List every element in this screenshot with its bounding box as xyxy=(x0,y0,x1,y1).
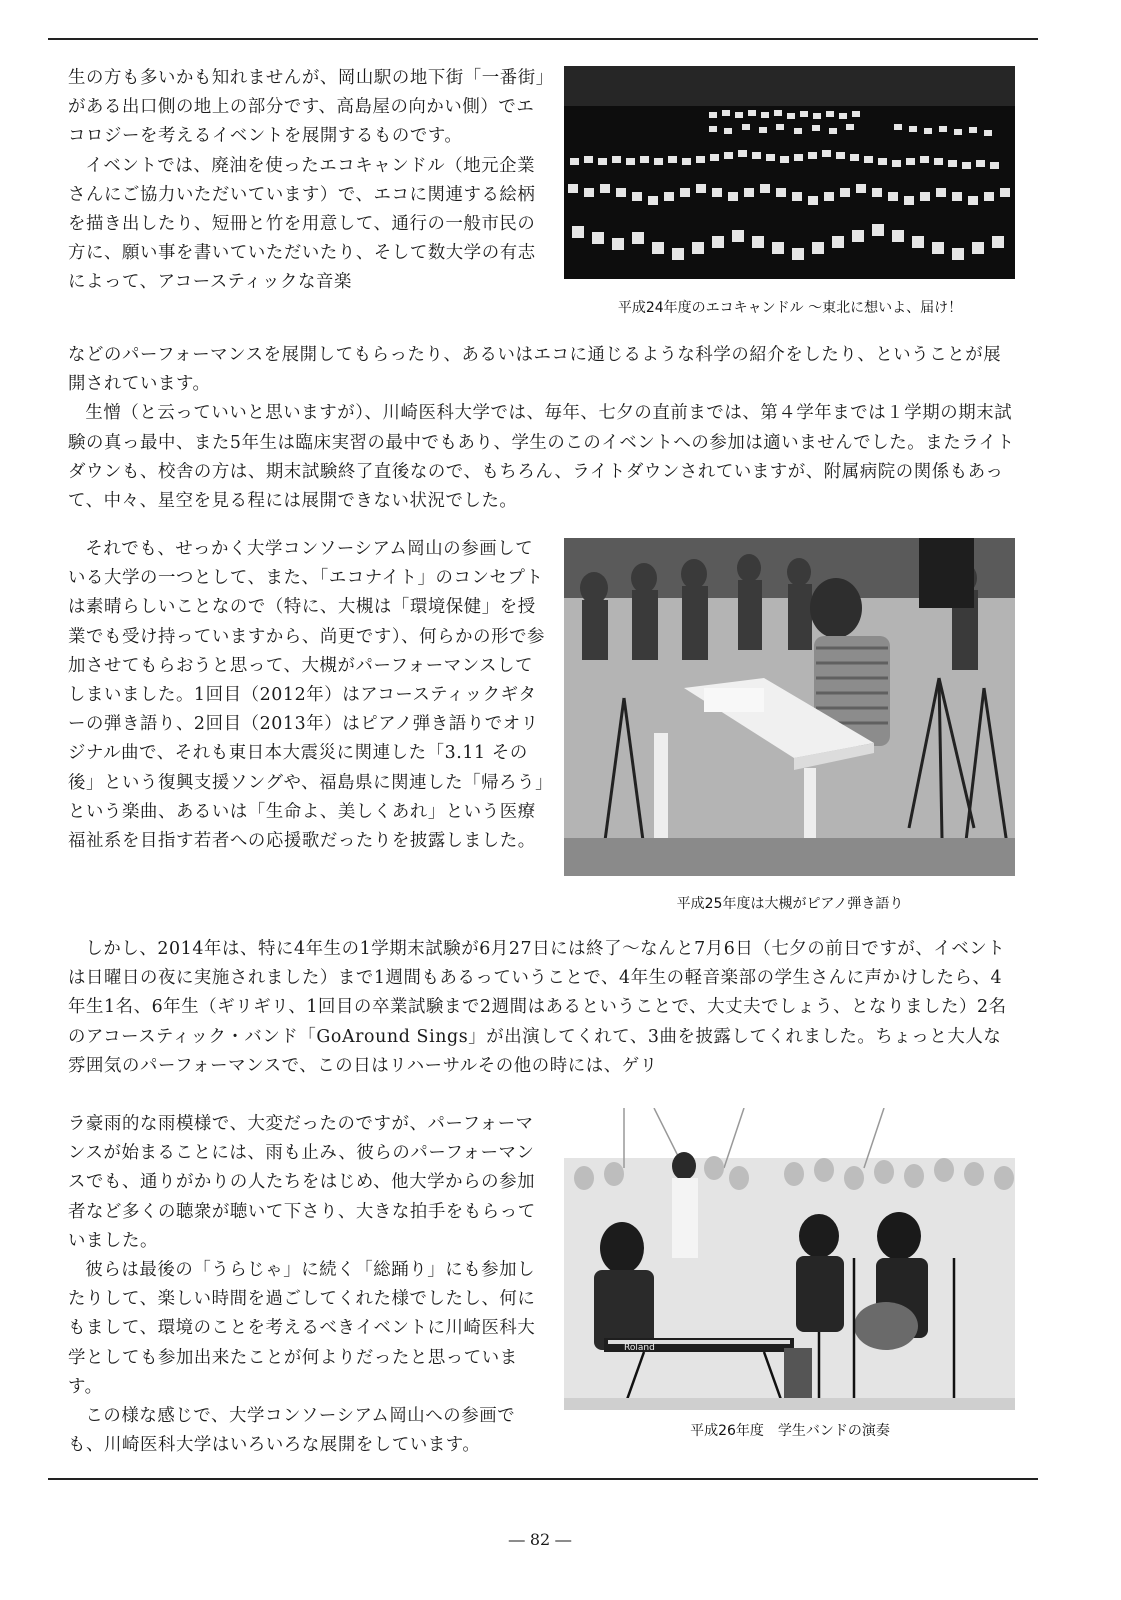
paragraph-4: 生憎（と云っていいと思いますが）、川崎医科大学では、毎年、七夕の直前までは、第４学年までは１学期の期末試験の真っ最中、また5年生は臨床実習の最中でもあり、学生のこのイベントへの参加は適いませんでした。またライトダウンも、校舎の方は、期末試験終了直後なので、もちろん、ライトダウンされていますが、附属病院の関係もあって、中々、星空を見る程には展開できない状況でした。 xyxy=(68,403,1015,512)
text-block-5 xyxy=(68,1110,548,1460)
paragraph-6: しかし、2014年は、特に4年生の1学期末試験が6月27日には終了～なんと7月6日（七夕の前日ですが、イベントは日曜日の夜に実施されました）まで1週間もあるっていうことで、4年生の軽音楽部の学生さんに声かけしたら、4年生1名、6年生（ギリギリ、1回目の卒業試験まで2週間はあるということで、大丈夫でしょう、となりました）2名のアコースティック・バンド「GoAround Sings」が出演してくれて、3曲を披露してくれました。ちょっと大人な雰囲気のパーフォーマンスで、この日はリハーサルその他の時には、ゲリ xyxy=(68,939,1007,1076)
top-rule xyxy=(48,38,1038,40)
keyboard-brand-logo: Roland xyxy=(624,1343,655,1353)
caption-photo-3: 平成26年度 学生バンドの演奏 xyxy=(690,1423,890,1439)
paragraph-9: この様な感じで、大学コンソーシアム岡山への参画でも、川崎医科大学はいろいろな展開をしています。 xyxy=(68,1406,516,1456)
caption-photo-1: 平成24年度のエコキャンドル ～東北に想いよ、届け！ xyxy=(617,300,963,316)
text-block-1 xyxy=(68,64,548,298)
photo-piano-performance xyxy=(564,538,1015,876)
paragraph-7: ラ豪雨的な雨模様で、大変だったのですが、パーフォーマンスが始まることには、雨も止み、彼らのパーフォーマンスでも、通りがかりの人たちをはじめ、他大学からの参加者など多くの聴衆が聴いて下さり、大きな拍手をもらっていました。 xyxy=(68,1114,536,1251)
page-number: ― 82 ― xyxy=(508,1530,572,1549)
paragraph-5: それでも、せっかく大学コンソーシアム岡山の参画している大学の一つとして、また、「エコナイト」のコンセプトは素晴らしいことなので（特に、大槻は「環境保健」を授業でも受け持っていますから、尚更です）、何らかの形で参加させてもらおうと思って、大槻がパーフォーマンスしてしまいました。1回目（2012年）はアコースティックギターの弾き語り、2回目（2013年）はピアノ弾き語りでオリジナル曲で、それも東日本大震災に関連した「3.11 その後」という復興支援ソングや、福島県に関連した「帰ろう」という楽曲、あるいは「生命よ、美しくあれ」という医療福祉系を目指す若者への応援歌だったりを披露しました。 xyxy=(68,539,546,852)
student-band-image xyxy=(564,1108,1015,1410)
text-block-2 xyxy=(68,341,1018,516)
paragraph-1: 生の方も多いかも知れませんが、岡山駅の地下街「一番街」がある出口側の地上の部分です、高島屋の向かい側）でエコロジーを考えるイベントを展開するものです。 xyxy=(68,68,546,147)
bottom-rule xyxy=(48,1478,1038,1480)
photo-student-band xyxy=(564,1108,1015,1410)
piano-performance-image xyxy=(564,538,1015,876)
text-block-3 xyxy=(68,535,548,856)
photo-eco-candles xyxy=(564,66,1015,279)
caption-photo-2: 平成25年度は大槻がピアノ弾き語り xyxy=(676,896,904,912)
paragraph-2: イベントでは、廃油を使ったエコキャンドル（地元企業さんにご協力いただいています）で、エコに関連する絵柄を描き出したり、短冊と竹を用意して、通行の一般市民の方に、願い事を書いていただいたり、そして数大学の有志によって、アコースティックな音楽 xyxy=(68,155,536,293)
paragraph-3: などのパーフォーマンスを展開してもらったり、あるいはエコに通じるような科学の紹介をしたり、ということが展開されています。 xyxy=(68,345,1002,395)
text-block-4 xyxy=(68,935,1018,1081)
eco-candles-image xyxy=(564,66,1015,279)
paragraph-8: 彼らは最後の「うらじゃ」に続く「総踊り」にも参加したりして、楽しい時間を過ごしてくれた様でしたし、何にもまして、環境のことを考えるべきイベントに川崎医科大学としても参加出来たことが何よりだったと思っています。 xyxy=(68,1260,536,1397)
